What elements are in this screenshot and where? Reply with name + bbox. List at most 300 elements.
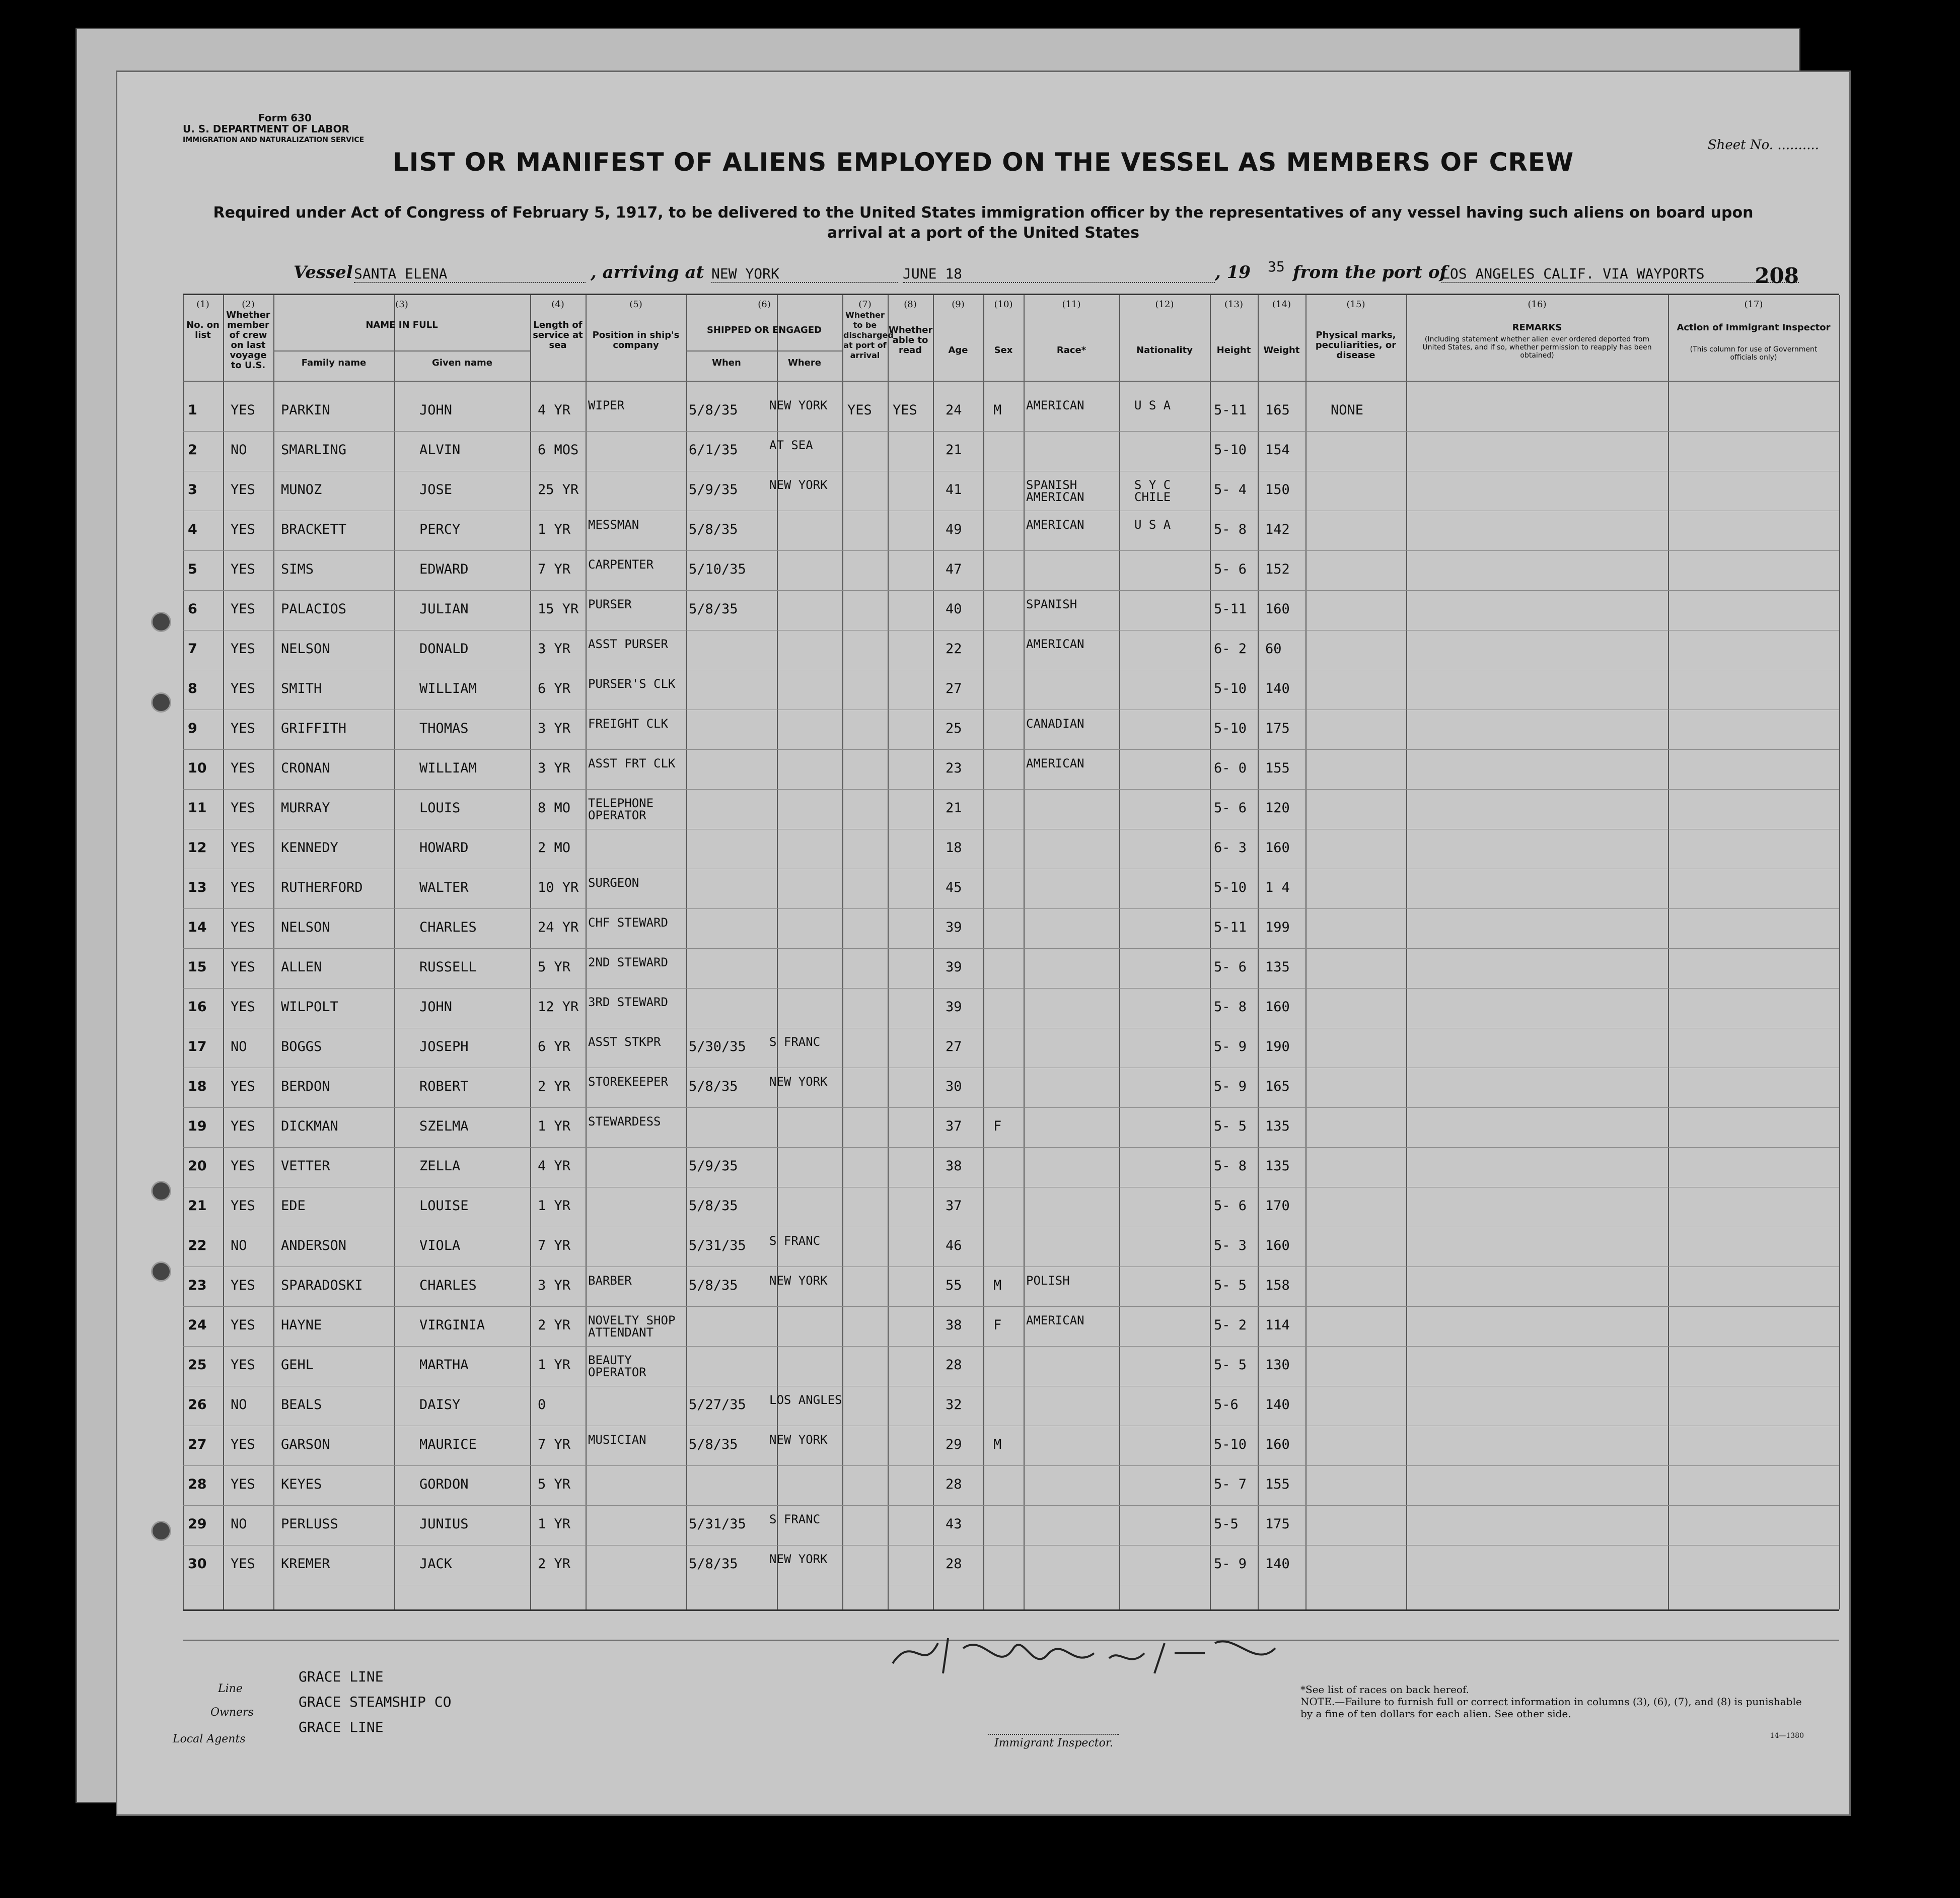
cell-height: 5- 6 xyxy=(1214,800,1247,816)
cell-last-voyage: YES xyxy=(231,920,255,935)
cell-age: 27 xyxy=(946,1039,962,1055)
cell-when: 5/31/35 xyxy=(689,1238,746,1253)
cell-weight: 199 xyxy=(1265,920,1290,935)
cell-weight: 60 xyxy=(1265,641,1282,657)
cell-last-voyage: YES xyxy=(231,1317,255,1333)
colnum-6: (6) xyxy=(758,299,771,310)
header-nationality: Nationality xyxy=(1136,345,1193,356)
cell-age: 28 xyxy=(946,1357,962,1373)
cell-last-voyage: NO xyxy=(231,1238,247,1253)
cell-length-service: 1 YR xyxy=(538,1357,571,1373)
cell-where: S FRANC xyxy=(769,1512,821,1526)
cell-weight: 190 xyxy=(1265,1039,1290,1055)
cell-length-service: 3 YR xyxy=(538,721,571,736)
cell-race: POLISH xyxy=(1026,1274,1070,1288)
cell-last-voyage: NO xyxy=(231,1397,247,1413)
signature-text: H. S. Manley Insp 6/18/35 xyxy=(883,1623,890,1624)
cell-last-voyage: YES xyxy=(231,959,255,975)
cell-where: NEW YORK xyxy=(769,1552,828,1566)
cell-family-name: GEHL xyxy=(281,1357,314,1373)
cell-no: 22 xyxy=(188,1238,207,1253)
cell-height: 5- 6 xyxy=(1214,1198,1247,1214)
cell-last-voyage: YES xyxy=(231,1118,255,1134)
cell-weight: 154 xyxy=(1265,442,1290,458)
cell-given-name: VIRGINIA xyxy=(419,1317,485,1333)
cell-weight: 160 xyxy=(1265,999,1290,1015)
arrival-date: JUNE 18 xyxy=(903,265,1215,283)
cell-family-name: GRIFFITH xyxy=(281,721,347,736)
cell-age: 22 xyxy=(946,641,962,657)
cell-last-voyage: YES xyxy=(231,1556,255,1572)
cell-weight: 160 xyxy=(1265,1238,1290,1253)
cell-family-name: NELSON xyxy=(281,920,330,935)
cell-no: 1 xyxy=(188,402,197,418)
cell-age: 24 xyxy=(946,402,962,418)
from-port: LOS ANGELES CALIF. VIA WAYPORTS xyxy=(1441,265,1799,283)
cell-where: NEW YORK xyxy=(769,1274,828,1288)
cell-given-name: JUNIUS xyxy=(419,1516,469,1532)
cell-no: 20 xyxy=(188,1158,207,1174)
cell-last-voyage: NO xyxy=(231,442,247,458)
cell-family-name: WILPOLT xyxy=(281,999,338,1015)
cell-last-voyage: YES xyxy=(231,1437,255,1452)
cell-no: 17 xyxy=(188,1039,207,1055)
cell-no: 8 xyxy=(188,681,197,696)
cell-family-name: PERLUSS xyxy=(281,1516,338,1532)
cell-family-name: SPARADOSKI xyxy=(281,1278,363,1293)
cell-weight: 158 xyxy=(1265,1278,1290,1293)
cell-height: 6- 3 xyxy=(1214,840,1247,856)
cell-given-name: SZELMA xyxy=(419,1118,469,1134)
cell-length-service: 10 YR xyxy=(538,880,579,895)
cell-race: AMERICAN xyxy=(1026,518,1084,532)
cell-no: 24 xyxy=(188,1317,207,1333)
row-rule xyxy=(183,988,1839,989)
row-rule xyxy=(183,789,1839,790)
cell-last-voyage: YES xyxy=(231,522,255,537)
cell-when: 5/9/35 xyxy=(689,482,738,498)
cell-position: NOVELTY SHOP ATTENDANT xyxy=(588,1313,676,1340)
cell-length-service: 3 YR xyxy=(538,760,571,776)
cell-age: 39 xyxy=(946,999,962,1015)
cell-age: 43 xyxy=(946,1516,962,1532)
cell-where: S FRANC xyxy=(769,1035,821,1049)
cell-weight: 135 xyxy=(1265,959,1290,975)
colnum-3: (3) xyxy=(395,299,408,310)
cell-weight: 155 xyxy=(1265,1477,1290,1492)
form-id xyxy=(183,112,364,146)
cell-height: 5- 7 xyxy=(1214,1477,1247,1492)
cell-weight: 175 xyxy=(1265,721,1290,736)
punch-hole xyxy=(151,1521,171,1541)
cell-length-service: 2 MO xyxy=(538,840,571,856)
cell-given-name: JOHN xyxy=(419,402,453,418)
cell-given-name: VIOLA xyxy=(419,1238,461,1253)
cell-last-voyage: YES xyxy=(231,402,255,418)
cell-given-name: LOUISE xyxy=(419,1198,469,1214)
header-length-service: Length of service at sea xyxy=(533,320,583,350)
cell-no: 13 xyxy=(188,880,207,895)
cell-height: 5- 8 xyxy=(1214,522,1247,537)
cell-length-service: 6 MOS xyxy=(538,442,579,458)
cell-given-name: GORDON xyxy=(419,1477,469,1492)
cell-no: 6 xyxy=(188,601,197,617)
cell-position: PURSER xyxy=(588,597,632,611)
cell-weight: 130 xyxy=(1265,1357,1290,1373)
cell-height: 5- 3 xyxy=(1214,1238,1247,1253)
cell-no: 19 xyxy=(188,1118,207,1134)
cell-given-name: ZELLA xyxy=(419,1158,461,1174)
cell-when: 5/8/35 xyxy=(689,1278,738,1293)
cell-no: 4 xyxy=(188,522,197,537)
cell-last-voyage: YES xyxy=(231,1079,255,1094)
from-label: from the port of xyxy=(1293,262,1447,283)
cell-position: BEAUTY OPERATOR xyxy=(588,1353,646,1379)
cell-length-service: 24 YR xyxy=(538,920,579,935)
cell-position: 3RD STEWARD xyxy=(588,995,668,1009)
header-last-voyage: Whether member of crew on last voyage to U.S. xyxy=(226,310,270,371)
cell-height: 5-11 xyxy=(1214,601,1247,617)
cell-race: AMERICAN xyxy=(1026,398,1084,412)
cell-sex: M xyxy=(993,1278,1002,1293)
cell-when: 5/8/35 xyxy=(689,522,738,537)
header-when: When xyxy=(712,358,741,368)
cell-weight: 140 xyxy=(1265,681,1290,696)
cell-position: ASST PURSER xyxy=(588,637,668,651)
cell-position: CHF STEWARD xyxy=(588,916,668,930)
cell-age: 21 xyxy=(946,442,962,458)
cell-given-name: RUSSELL xyxy=(419,959,477,975)
cell-no: 5 xyxy=(188,561,197,577)
cell-age: 38 xyxy=(946,1317,962,1333)
cell-last-voyage: YES xyxy=(231,840,255,856)
cell-position: STEWARDESS xyxy=(588,1114,661,1129)
cell-height: 5-11 xyxy=(1214,920,1247,935)
cell-last-voyage: YES xyxy=(231,641,255,657)
year: 35 xyxy=(1268,258,1285,275)
cell-height: 5- 5 xyxy=(1214,1357,1247,1373)
row-rule xyxy=(183,1306,1839,1307)
cell-when: 5/8/35 xyxy=(689,601,738,617)
row-rule xyxy=(183,908,1839,909)
cell-given-name: ALVIN xyxy=(419,442,461,458)
cell-height: 5-10 xyxy=(1214,721,1247,736)
cell-last-voyage: NO xyxy=(231,1039,247,1055)
cell-position: PURSER'S CLK xyxy=(588,677,676,691)
colnum-4: (4) xyxy=(551,299,564,310)
cell-weight: 152 xyxy=(1265,561,1290,577)
cell-nationality: U S A xyxy=(1134,398,1171,412)
cell-last-voyage: YES xyxy=(231,800,255,816)
header-weight: Weight xyxy=(1263,345,1300,356)
cell-height: 5- 6 xyxy=(1214,561,1247,577)
cell-length-service: 8 MO xyxy=(538,800,571,816)
manifest-sheet xyxy=(116,71,1851,1816)
cell-family-name: HAYNE xyxy=(281,1317,322,1333)
cell-position: TELEPHONE OPERATOR xyxy=(588,796,654,822)
cell-height: 5- 9 xyxy=(1214,1039,1247,1055)
cell-family-name: ANDERSON xyxy=(281,1238,347,1253)
cell-given-name: JOSE xyxy=(419,482,453,498)
cell-position: CARPENTER xyxy=(588,557,654,572)
cell-no: 16 xyxy=(188,999,207,1015)
header-sex: Sex xyxy=(994,345,1013,356)
cell-family-name: BERDON xyxy=(281,1079,330,1094)
cell-no: 28 xyxy=(188,1477,207,1492)
cell-age: 45 xyxy=(946,880,962,895)
cell-position: WIPER xyxy=(588,398,625,412)
cell-height: 5- 9 xyxy=(1214,1079,1247,1094)
cell-sex: M xyxy=(993,402,1002,418)
cell-last-voyage: YES xyxy=(231,721,255,736)
cell-age: 37 xyxy=(946,1198,962,1214)
inspector-signature xyxy=(883,1623,1285,1683)
cell-weight: 155 xyxy=(1265,760,1290,776)
cell-height: 5-10 xyxy=(1214,880,1247,895)
colnum-12: (12) xyxy=(1155,299,1174,310)
cell-age: 32 xyxy=(946,1397,962,1413)
cell-family-name: EDE xyxy=(281,1198,306,1214)
cell-given-name: THOMAS xyxy=(419,721,469,736)
header-read: Whether able to read xyxy=(889,325,933,356)
cell-length-service: 7 YR xyxy=(538,561,571,577)
cell-when: 6/1/35 xyxy=(689,442,738,458)
cell-given-name: JOHN xyxy=(419,999,453,1015)
colnum-10: (10) xyxy=(994,299,1013,310)
cell-height: 5- 5 xyxy=(1214,1118,1247,1134)
cell-family-name: VETTER xyxy=(281,1158,330,1174)
page-title: LIST OR MANIFEST OF ALIENS EMPLOYED ON THE VESSEL AS MEMBERS OF CREW xyxy=(392,148,1574,177)
cell-position: ASST STKPR xyxy=(588,1035,661,1049)
cell-position: MESSMAN xyxy=(588,518,639,532)
cell-length-service: 2 YR xyxy=(538,1556,571,1572)
cell-no: 23 xyxy=(188,1278,207,1293)
owners-value: GRACE STEAMSHIP CO xyxy=(299,1694,452,1710)
cell-age: 21 xyxy=(946,800,962,816)
cell-length-service: 25 YR xyxy=(538,482,579,498)
colnum-9: (9) xyxy=(952,299,965,310)
header-shipped: SHIPPED OR ENGAGED xyxy=(706,325,822,335)
cell-weight: 170 xyxy=(1265,1198,1290,1214)
cell-last-voyage: YES xyxy=(231,760,255,776)
cell-age: 27 xyxy=(946,681,962,696)
cell-race: CANADIAN xyxy=(1026,717,1084,731)
cell-family-name: ALLEN xyxy=(281,959,322,975)
cell-weight: 140 xyxy=(1265,1397,1290,1413)
cell-no: 14 xyxy=(188,920,207,935)
cell-family-name: KEYES xyxy=(281,1477,322,1492)
cell-position: SURGEON xyxy=(588,876,639,890)
cell-age: 41 xyxy=(946,482,962,498)
header-race: Race* xyxy=(1056,345,1086,356)
cell-position: BARBER xyxy=(588,1274,632,1288)
cell-family-name: GARSON xyxy=(281,1437,330,1452)
cell-discharged: YES xyxy=(847,402,872,418)
cell-family-name: MUNOZ xyxy=(281,482,322,498)
cell-weight: 140 xyxy=(1265,1556,1290,1572)
cell-no: 15 xyxy=(188,959,207,975)
cell-family-name: RUTHERFORD xyxy=(281,880,363,895)
cell-age: 47 xyxy=(946,561,962,577)
vessel-name: SANTA ELENA xyxy=(354,265,586,283)
colnum-1: (1) xyxy=(196,299,209,310)
cell-weight: 150 xyxy=(1265,482,1290,498)
cell-age: 55 xyxy=(946,1278,962,1293)
cell-height: 5- 8 xyxy=(1214,1158,1247,1174)
cell-given-name: ROBERT xyxy=(419,1079,469,1094)
cell-weight: 1 4 xyxy=(1265,880,1290,895)
cell-given-name: EDWARD xyxy=(419,561,469,577)
cell-height: 5- 8 xyxy=(1214,999,1247,1015)
row-rule xyxy=(183,1147,1839,1148)
cell-height: 6- 2 xyxy=(1214,641,1247,657)
cell-when: 5/8/35 xyxy=(689,1198,738,1214)
cell-age: 18 xyxy=(946,840,962,856)
cell-read: YES xyxy=(893,402,917,418)
cell-weight: 165 xyxy=(1265,1079,1290,1094)
cell-family-name: KREMER xyxy=(281,1556,330,1572)
footer-note xyxy=(1300,1683,1804,1742)
cell-no: 18 xyxy=(188,1079,207,1094)
cell-age: 37 xyxy=(946,1118,962,1134)
header-height: Height xyxy=(1216,345,1251,356)
cell-position: STOREKEEPER xyxy=(588,1075,668,1089)
penalty-note: NOTE.—Failure to furnish full or correct information in columns (3), (6), (7), and (8) is punishable by a fine of ten dollars for each alien. See other side. xyxy=(1300,1696,1802,1720)
cell-family-name: KENNEDY xyxy=(281,840,338,856)
cell-length-service: 15 YR xyxy=(538,601,579,617)
cell-no: 21 xyxy=(188,1198,207,1214)
cell-given-name: WALTER xyxy=(419,880,469,895)
cell-length-service: 7 YR xyxy=(538,1238,571,1253)
cell-no: 10 xyxy=(188,760,207,776)
punch-hole xyxy=(151,692,171,713)
cell-age: 28 xyxy=(946,1556,962,1572)
cell-weight: 160 xyxy=(1265,840,1290,856)
colnum-13: (13) xyxy=(1224,299,1243,310)
cell-no: 12 xyxy=(188,840,207,856)
cell-length-service: 0 xyxy=(538,1397,546,1413)
cell-height: 5-10 xyxy=(1214,1437,1247,1452)
cell-height: 5- 4 xyxy=(1214,482,1247,498)
cell-race: AMERICAN xyxy=(1026,756,1084,770)
form-number: Form 630 xyxy=(258,112,312,124)
cell-age: 38 xyxy=(946,1158,962,1174)
cell-no: 25 xyxy=(188,1357,207,1373)
header-where: Where xyxy=(788,358,821,368)
cell-length-service: 3 YR xyxy=(538,641,571,657)
cell-no: 7 xyxy=(188,641,197,657)
colnum-2: (2) xyxy=(242,299,255,310)
cell-when: 5/27/35 xyxy=(689,1397,746,1413)
header-action-note: (This column for use of Government officials only) xyxy=(1690,345,1818,362)
cell-given-name: JOSEPH xyxy=(419,1039,469,1055)
header-no: No. on list xyxy=(186,320,220,340)
cell-race: SPANISH xyxy=(1026,597,1077,611)
cell-weight: 160 xyxy=(1265,1437,1290,1452)
races-note: *See list of races on back hereof. xyxy=(1300,1683,1470,1696)
header-action: Action of Immigrant Inspector xyxy=(1677,322,1831,333)
print-code: 14—1380 xyxy=(1770,1732,1804,1740)
cell-age: 23 xyxy=(946,760,962,776)
header-position: Position in ship's company xyxy=(592,330,680,350)
row-rule xyxy=(183,1505,1839,1506)
cell-given-name: CHARLES xyxy=(419,1278,477,1293)
cell-where: LOS ANGLES xyxy=(769,1393,842,1407)
cell-sex: F xyxy=(993,1317,1002,1333)
arriving-port: NEW YORK xyxy=(711,265,898,283)
cell-when: 5/8/35 xyxy=(689,1079,738,1094)
row-rule xyxy=(183,1346,1839,1347)
colnum-15: (15) xyxy=(1346,299,1365,310)
cell-given-name: LOUIS xyxy=(419,800,461,816)
cell-height: 5- 9 xyxy=(1214,1556,1247,1572)
cell-family-name: SMITH xyxy=(281,681,322,696)
department: U. S. DEPARTMENT OF LABOR xyxy=(183,123,349,135)
cell-length-service: 4 YR xyxy=(538,402,571,418)
cell-given-name: CHARLES xyxy=(419,920,477,935)
cell-given-name: JULIAN xyxy=(419,601,469,617)
line-label: Line xyxy=(218,1682,243,1695)
row-rule xyxy=(183,590,1839,591)
cell-no: 9 xyxy=(188,721,197,736)
cell-no: 27 xyxy=(188,1437,207,1452)
cell-length-service: 5 YR xyxy=(538,959,571,975)
cell-height: 5- 2 xyxy=(1214,1317,1247,1333)
cell-given-name: WILLIAM xyxy=(419,760,477,776)
cell-family-name: PALACIOS xyxy=(281,601,347,617)
cell-height: 5- 5 xyxy=(1214,1278,1247,1293)
cell-age: 39 xyxy=(946,920,962,935)
colnum-17: (17) xyxy=(1744,299,1763,310)
header-remarks-note: (Including statement whether alien ever ordered deported from United States, and if so, whether permission to reapply has been obtained) xyxy=(1422,335,1652,360)
punch-hole xyxy=(151,612,171,632)
cell-height: 6- 0 xyxy=(1214,760,1247,776)
cell-where: S FRANC xyxy=(769,1234,821,1248)
cell-race: SPANISH AMERICAN xyxy=(1026,478,1084,504)
cell-where: NEW YORK xyxy=(769,1075,828,1089)
cell-position: MUSICIAN xyxy=(588,1433,646,1447)
cell-height: 5-10 xyxy=(1214,681,1247,696)
colnum-5: (5) xyxy=(629,299,642,310)
cell-last-voyage: YES xyxy=(231,561,255,577)
header-discharged: Whether to be discharged at port of arrival xyxy=(843,310,894,360)
cell-age: 40 xyxy=(946,601,962,617)
cell-length-service: 12 YR xyxy=(538,999,579,1015)
cell-weight: 175 xyxy=(1265,1516,1290,1532)
cell-when: 5/8/35 xyxy=(689,1556,738,1572)
cell-when: 5/30/35 xyxy=(689,1039,746,1055)
cell-race: AMERICAN xyxy=(1026,1313,1084,1327)
cell-nationality: S Y C CHILE xyxy=(1134,478,1171,504)
cell-sex: F xyxy=(993,1118,1002,1134)
cell-last-voyage: YES xyxy=(231,999,255,1015)
cell-family-name: MURRAY xyxy=(281,800,330,816)
cell-family-name: DICKMAN xyxy=(281,1118,338,1134)
cell-sex: M xyxy=(993,1437,1002,1452)
cell-last-voyage: YES xyxy=(231,1477,255,1492)
page-number: 208 xyxy=(1755,263,1799,288)
cell-when: 5/8/35 xyxy=(689,402,738,418)
cell-no: 26 xyxy=(188,1397,207,1413)
cell-where: NEW YORK xyxy=(769,1433,828,1447)
row-rule xyxy=(183,948,1839,949)
cell-length-service: 3 YR xyxy=(538,1278,571,1293)
cell-where: NEW YORK xyxy=(769,478,828,492)
cell-length-service: 7 YR xyxy=(538,1437,571,1452)
cell-family-name: CRONAN xyxy=(281,760,330,776)
cell-length-service: 1 YR xyxy=(538,522,571,537)
year-prefix: , 19 xyxy=(1215,262,1251,283)
